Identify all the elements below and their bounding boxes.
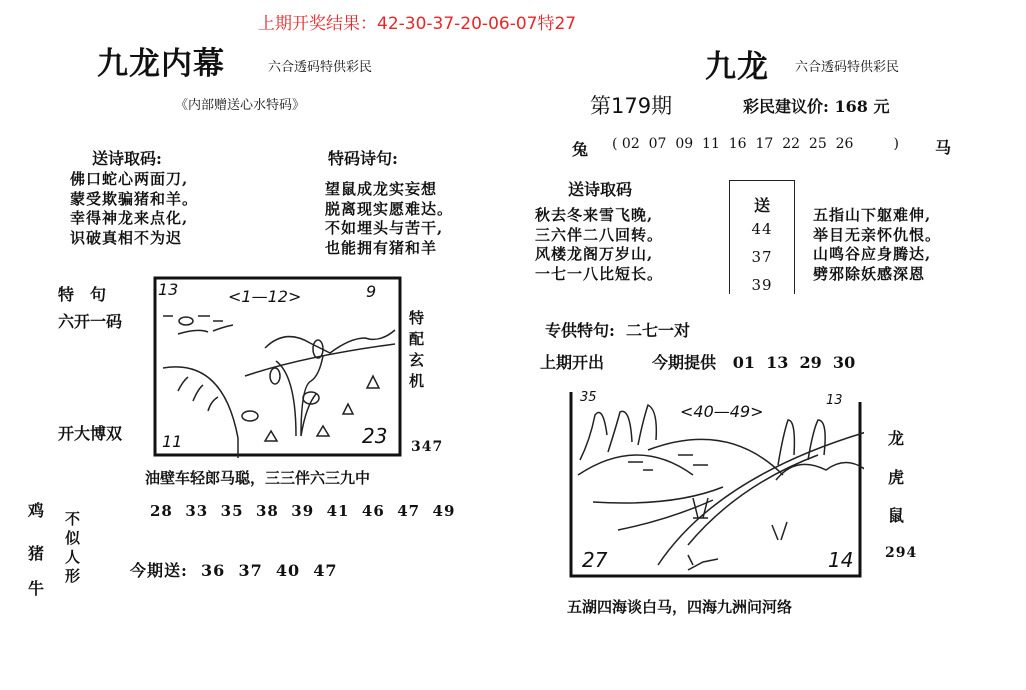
animal-ox: 牛 [28, 579, 45, 598]
poem1-heading: 送诗取码: [92, 149, 162, 168]
poem-line: 脱离现实愿难达。 [325, 199, 454, 218]
right-sketch-top-right: 13 [826, 393, 843, 408]
poem-line: 望鼠成龙实妄想 [325, 180, 438, 198]
left-sketch-top-right: 9 [366, 282, 377, 301]
right-title: 九龙 [705, 49, 769, 85]
big-double-label: 开大博双 [58, 424, 123, 443]
poem-line: 五指山下躯难伸, [813, 206, 932, 224]
suggested-price: 彩民建议价: 168 元 [743, 97, 890, 116]
left-numbers: 28 33 35 38 39 41 46 47 49 [150, 502, 456, 520]
left-sketch-range: <1—12> [228, 287, 302, 306]
poem-line: 也能拥有猪和羊 [325, 238, 438, 257]
poem-line: 举目无亲怀仇恨。 [813, 225, 942, 244]
left-sketch-bottom-right: 23 [362, 424, 388, 448]
right-subtitle: 六合透码特供彩民 [795, 60, 900, 75]
poem-line: 佛口蛇心两面刀, [70, 170, 189, 188]
poem1 [70, 170, 198, 248]
left-sketch-bottom-left: 11 [162, 432, 183, 451]
animal-rat: 鼠 [888, 506, 905, 525]
poem-line: 秋去冬来雪飞晚, [535, 206, 654, 224]
right-poem-heading: 送诗取码 [568, 180, 633, 199]
right-sketch-bottom-right: 14 [828, 548, 854, 572]
right-poem-left [535, 206, 663, 284]
last-out-label: 上期开出 [540, 353, 605, 372]
poem-line: 蒙受欺骗猪和羊。 [70, 189, 199, 208]
not-human-label: 不似人形 [65, 510, 81, 585]
send-number: 44 [751, 220, 773, 238]
send-number: 37 [751, 248, 773, 266]
left-subtitle: 六合透码特供彩民 [268, 60, 373, 75]
poem-line: 幸得神龙来点化, [70, 209, 189, 227]
poem-line: 三六伴二八回转。 [535, 225, 664, 244]
right-verse: 五湖四海谈白马，四海九洲问河络 [567, 598, 793, 616]
animal-number: 294 [885, 545, 918, 561]
hint-number: 347 [411, 439, 444, 455]
zodiac-left: 兔 [572, 140, 589, 159]
today-send: 今期送: 36 37 40 47 [130, 561, 338, 580]
poem-line: 识破真相不为迟 [70, 228, 183, 247]
poem-line: 风楼龙阁万岁山, [535, 245, 654, 263]
poem-line: 一七一八比短长。 [535, 264, 664, 283]
six-one-label: 六开一码 [58, 312, 123, 331]
poem-line: 不如埋头与苦干, [325, 219, 444, 237]
left-verse: 油壁车轻郎马聪，三三伴六三九中 [145, 469, 371, 487]
send-box [729, 180, 795, 294]
left-title: 九龙内幕 [97, 46, 225, 82]
poem2-heading: 特码诗句: [328, 149, 398, 168]
right-sketch-top-left: 35 [580, 390, 597, 405]
left-sketch-top-left: 13 [158, 280, 179, 299]
poem-line: 山鸣谷应身腾达, [813, 245, 932, 263]
right-poem-right [813, 206, 941, 284]
last-draw-result: 上期开奖结果：42-30-37-20-06-07特27 [258, 14, 577, 34]
issue-number: 第179期 [590, 94, 673, 118]
animal-pig: 猪 [28, 544, 45, 563]
right-sketch-bottom-left: 27 [582, 548, 608, 572]
inner-title: 《内部赠送心水特码》 [175, 98, 306, 113]
zodiac-numbers: ( 02 07 09 11 16 17 22 25 26 ) [612, 136, 899, 152]
zodiac-right: 马 [935, 138, 952, 157]
animal-rooster: 鸡 [28, 501, 45, 520]
send-box-label: 送 [753, 196, 770, 215]
send-number: 39 [751, 276, 773, 294]
special-label: 特 句 [58, 285, 107, 304]
hint-vertical: 特配玄机 [409, 309, 425, 390]
animal-dragon: 龙 [888, 429, 905, 448]
today-offer: 今期提供 01 13 29 30 [652, 353, 856, 372]
poem-line: 劈邪除妖感深恩 [813, 264, 926, 283]
poem2 [325, 180, 453, 258]
right-sketch-range: <40—49> [680, 402, 764, 421]
animal-tiger: 虎 [888, 468, 905, 487]
special-line: 专供特句: 二七一对 [545, 321, 691, 340]
